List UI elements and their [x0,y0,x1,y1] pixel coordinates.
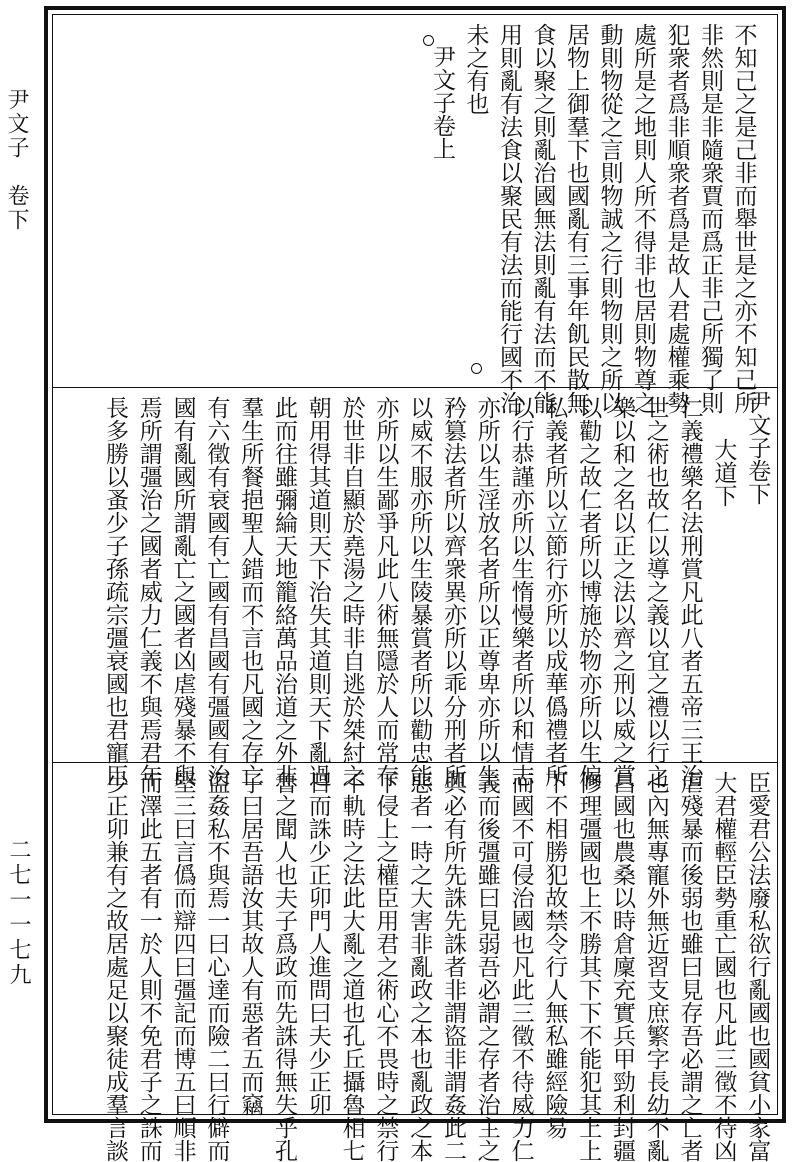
text-column: 亦所以生淫放名者所以正尊卑亦所以生 [473,396,500,787]
text-column: 亦所以生鄙爭凡此八術無隱於人而常存 [372,396,399,787]
text-column: 修理彊國也上不勝其下下不能犯其上上 [575,771,602,1162]
text-column: 子曰居吾語汝其故人有惡者五而竊 [237,771,264,1116]
page-number: 二七一一七九 [6,838,31,988]
page-inner-border [52,14,778,1162]
text-column: 大道下 [710,438,737,507]
page-frame [44,6,786,1162]
text-column: 堅三曰言僞而辯四曰彊記而博五曰順非 [169,771,196,1162]
text-column: 而國不可侵治國也凡此三徵不待威力仁 [507,771,534,1162]
bottom-register [53,763,777,1162]
text-column: 昌國也農桑以時倉廩充實兵甲勁利封疆 [609,771,635,1162]
text-column: 仁義禮樂名法刑賞凡此八者五帝三王治 [676,396,703,787]
text-column: 以行恭謹亦所以生惰慢樂者所以和情志 [507,396,534,787]
text-column: 此而往雖彌綸天地籠絡萬品治道之外非 [271,396,297,787]
text-column: 不知己之是己非而舉世是之亦不知己所 [730,23,757,414]
text-column: 下侵上之權臣用君之術心不畏時之禁行 [372,771,399,1162]
start-circle-mark [423,35,434,46]
text-column: 有六徵有衰國有亡國有昌國有彊國有治 [203,396,230,787]
text-column: 日而誅少正卯門人進問曰夫少正卯 [304,771,331,1116]
text-column: 食以聚之則亂治國無法則亂有法而不能 [529,23,556,414]
text-column: 用則亂有法食以聚民有法而能行國不治 [496,23,522,414]
text-column: 未之有也 [462,23,489,115]
text-column: 虐殘暴而後弱也雖曰見存吾必謂之亡者 [676,771,703,1162]
text-column: 矜篡法者所以齊衆異亦所以乖分刑者所 [440,396,466,787]
text-column: 不軌時之法此大亂之道也孔丘攝魯相七 [338,771,365,1162]
text-column: 動則物從之言則物誠之行則物則之所以 [596,23,623,414]
text-column: 尹文子卷上 [429,45,455,160]
text-column: 非然則是非隨衆賈而爲正非己所獨了則 [697,23,723,414]
text-column: 世之術也故仁以導之義以宜之禮以行之 [642,396,669,787]
text-column: 而澤此五者有一於人則不免君子之誅而 [135,771,162,1162]
middle-register [53,388,777,787]
text-column: 盜姦私不與焉一曰心達而險二曰行僻而 [203,771,230,1162]
text-column: 也內無專寵外無近習支庶繁字長幼不亂 [642,771,669,1162]
book-title-margin: 尹文子 卷下 [4,88,29,232]
text-column: 朝用得其道則天下治失其道則天下亂過 [304,396,331,787]
text-column: 以勸之故仁者所以博施於物亦所以生偏 [575,396,602,787]
text-column: 魯之聞人也夫子爲政而先誅得無失乎孔 [271,771,297,1162]
text-column: 以威不服亦所以生陵暴賞者所以勸忠能 [406,396,433,787]
end-circle-mark [471,363,482,374]
text-column: 於世非自顯於堯湯之時非自逃於桀紂之 [338,396,365,787]
text-column: 焉所謂彊治之國者威力仁義不與焉君年 [135,396,162,787]
text-column: 國有亂國所謂亂亡之國者凶虐殘暴不與 [169,396,196,787]
text-column: 尹文子卷下 [744,390,771,505]
text-column: 居物上御羣下也國亂有三事年飢民散無 [563,23,589,414]
text-column: 義而後彊雖曰見弱吾必謂之存者治主之 [473,771,500,1162]
text-column: 臣愛君公法廢私欲行亂國也國貧小家富 [744,771,771,1162]
top-register [53,15,777,414]
text-column: 惡者一時之大害非亂政之本也亂政之本 [406,771,433,1162]
text-column: 樂以和之名以正之法以齊之刑以威之賞 [609,396,635,787]
text-column: 少正卯兼有之故居處足以聚徒成羣言談 [102,771,128,1162]
text-column: 興必有所先誅先誅者非謂盜非謂姦此二 [440,771,466,1162]
text-column: 長多勝以蚤少子孫疏宗彊衰國也君寵臣 [102,396,128,787]
text-column: 大君權輕臣勢重亡國也凡此三徵不待凶 [710,771,737,1162]
text-column: 處所是之地則人所不得非也居則物尊之 [630,23,656,414]
text-column: 犯衆者爲非順衆者爲是故人君處權乘勢 [663,23,690,414]
text-column: 下不相勝犯故禁令行人無私雖經險易 [541,771,568,1139]
text-column: 私義者所以立節行亦所以成華僞禮者所 [541,396,568,787]
text-column: 羣生所餐挹聖人錯而不言也凡國之存亡 [237,396,264,787]
